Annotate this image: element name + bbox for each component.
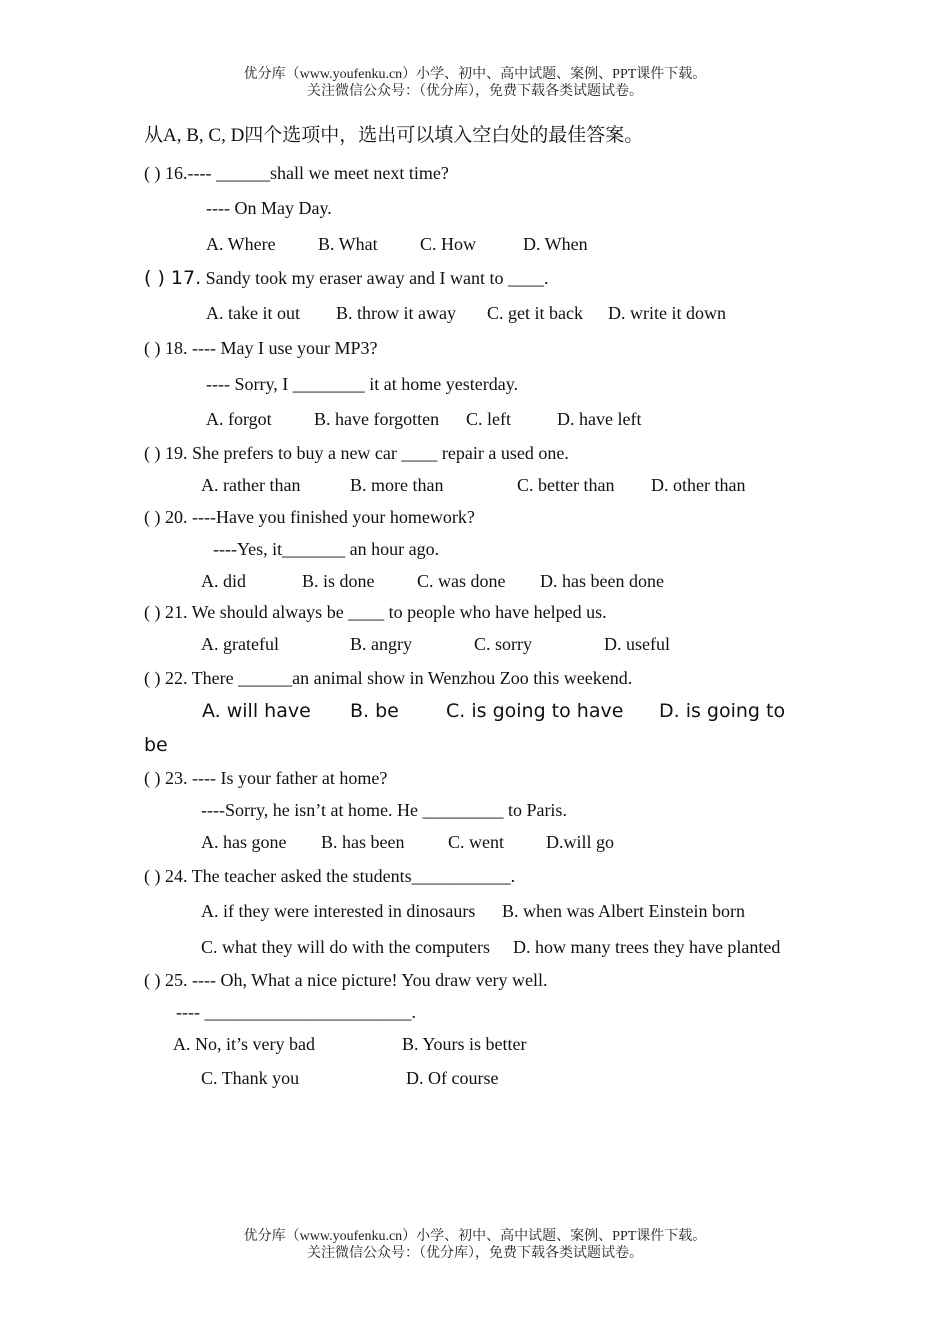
page-header: [0, 66, 950, 100]
question-20-option-c: C. was done: [417, 571, 506, 591]
question-25-stem: ( ) 25. ---- Oh, What a nice picture! You draw very well.: [144, 970, 548, 990]
question-23-option-c: C. went: [448, 832, 504, 852]
question-22-option-d: D. is going to: [659, 700, 786, 722]
question-21-option-b: B. angry: [350, 634, 412, 654]
question-25-option-a: A. No, it’s very bad: [173, 1034, 315, 1054]
question-22-option-d-wrap: be: [144, 734, 168, 756]
question-25-option-d: D. Of course: [406, 1068, 499, 1088]
header-line-2: 关注微信公众号：（优分库），免费下载各类试题试卷。: [307, 84, 643, 99]
question-17-option-b: B. throw it away: [336, 303, 456, 323]
question-23-sub: ----Sorry, he isn’t at home. He _________ to Paris.: [201, 800, 567, 820]
question-25-option-b: B. Yours is better: [402, 1034, 527, 1054]
question-17-option-a: A. take it out: [206, 303, 300, 323]
question-20-option-d: D. has been done: [540, 571, 664, 591]
question-20-option-a: A. did: [201, 571, 246, 591]
question-16-option-d: D. When: [523, 234, 588, 254]
question-19-option-a: A. rather than: [201, 475, 301, 495]
question-21-stem: ( ) 21. We should always be ____ to people who have helped us.: [144, 602, 607, 622]
question-24-stem: ( ) 24. The teacher asked the students___________.: [144, 866, 516, 886]
question-16-option-b: B. What: [318, 234, 378, 254]
question-25-sub: ---- _______________________.: [176, 1002, 416, 1022]
question-24-option-c: C. what they will do with the computers: [201, 937, 490, 957]
question-21-option-a: A. grateful: [201, 634, 279, 654]
question-23-stem: ( ) 23. ---- Is your father at home?: [144, 768, 388, 788]
question-20-sub: ----Yes, it_______ an hour ago.: [213, 539, 440, 559]
question-24-option-b: B. when was Albert Einstein born: [502, 901, 745, 921]
question-18-stem: ( ) 18. ---- May I use your MP3?: [144, 338, 378, 358]
question-17-number: ( ) 17.: [144, 267, 202, 289]
question-22-stem: ( ) 22. There ______an animal show in Wenzhou Zoo this weekend.: [144, 668, 633, 688]
question-17-stem: [144, 267, 549, 289]
page-footer: [0, 1228, 950, 1262]
question-21-option-d: D. useful: [604, 634, 670, 654]
footer-line-2: 关注微信公众号：（优分库），免费下载各类试题试卷。: [307, 1246, 643, 1261]
question-19-stem: ( ) 19. She prefers to buy a new car ____ repair a used one.: [144, 443, 569, 463]
question-24-option-d: D. how many trees they have planted: [513, 937, 781, 957]
question-19-option-d: D. other than: [651, 475, 746, 495]
question-17-option-d: D. write it down: [608, 303, 726, 323]
question-19-option-c: C. better than: [517, 475, 615, 495]
question-23-option-d: D.will go: [546, 832, 615, 852]
question-22-option-a: A. will have: [202, 700, 311, 722]
question-18-option-c: C. left: [466, 409, 511, 429]
header-line-1: 优分库（www.youfenku.cn）小学、初中、高中试题、案例、PPT课件下载。: [243, 67, 707, 82]
question-18-option-d: D. have left: [557, 409, 642, 429]
question-18-option-b: B. have forgotten: [314, 409, 440, 429]
question-18-option-a: A. forgot: [206, 409, 272, 429]
question-17-text: Sandy took my eraser away and I want to ____.: [201, 268, 549, 288]
question-18-sub: ---- Sorry, I ________ it at home yesterday.: [206, 374, 519, 394]
question-20-option-b: B. is done: [302, 571, 375, 591]
footer-line-1: 优分库（www.youfenku.cn）小学、初中、高中试题、案例、PPT课件下载。: [243, 1229, 707, 1244]
question-17-option-c: C. get it back: [487, 303, 583, 323]
question-16-sub: ---- On May Day.: [206, 198, 332, 218]
instruction-text: 从A, B, C, D四个选项中，选出可以填入空白处的最佳答案。: [144, 125, 644, 146]
question-16-option-c: C. How: [420, 234, 477, 254]
question-16-option-a: A. Where: [206, 234, 276, 254]
question-23-option-a: A. has gone: [201, 832, 287, 852]
question-24-option-a: A. if they were interested in dinosaurs: [201, 901, 476, 921]
question-22-option-b: B. be: [350, 700, 399, 722]
question-21-option-c: C. sorry: [474, 634, 532, 654]
question-22-option-c: C. is going to have: [446, 700, 624, 722]
question-23-option-b: B. has been: [321, 832, 405, 852]
question-19-option-b: B. more than: [350, 475, 444, 495]
question-25-option-c: C. Thank you: [201, 1068, 300, 1088]
question-16-stem: ( ) 16.---- ______shall we meet next time?: [144, 163, 449, 183]
question-20-stem: ( ) 20. ----Have you finished your homework?: [144, 507, 475, 527]
